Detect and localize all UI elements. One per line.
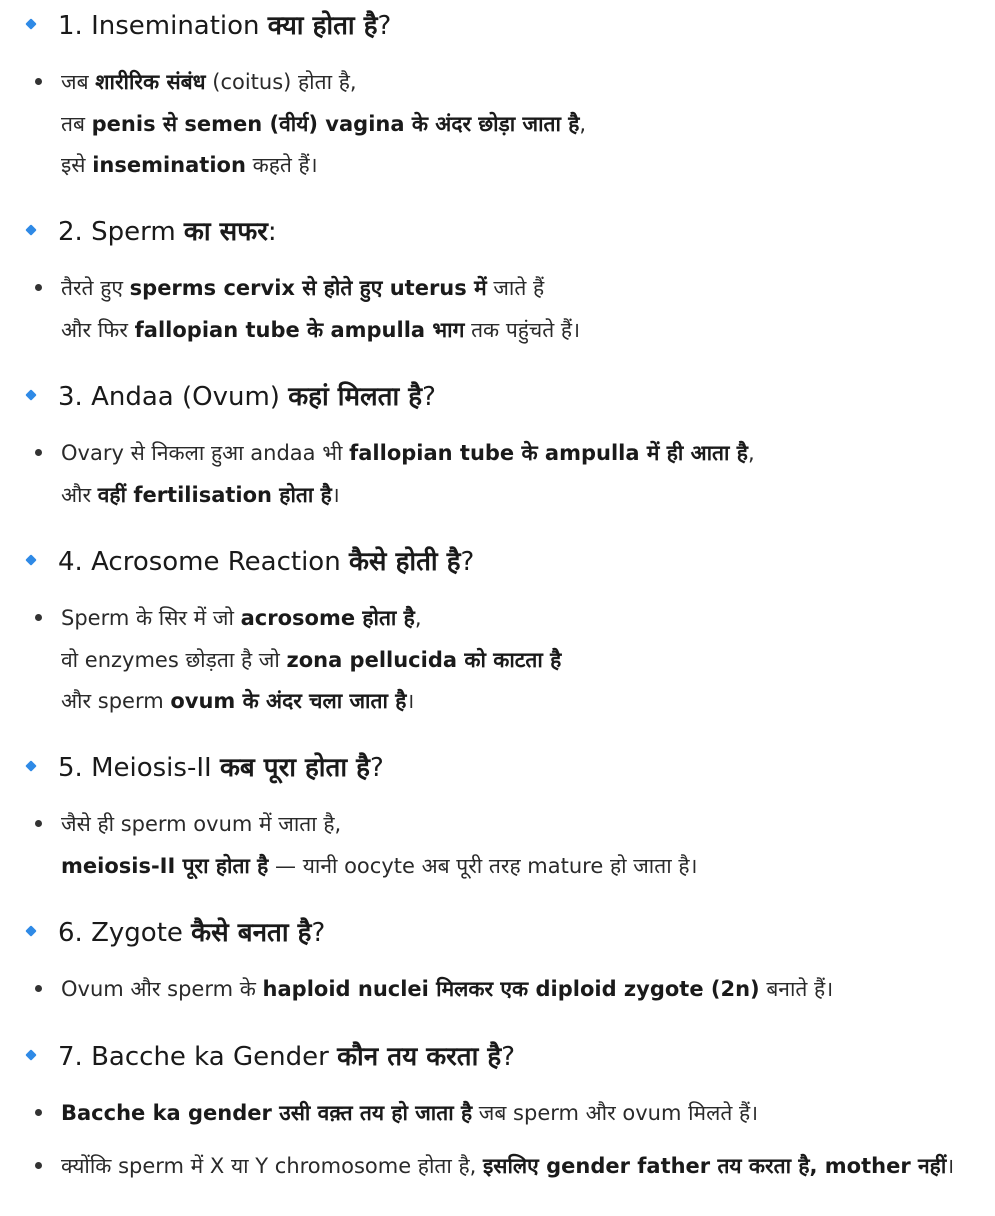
text: Sperm के सिर में जो [61,606,241,630]
section-heading [26,10,995,44]
bold-text: कहां मिलता है [288,382,423,412]
text-line [61,62,586,104]
bold-text: Bacche ka gender उसी वक़्त तय हो जाता है [61,1101,473,1125]
heading-text [58,381,436,413]
text-line [61,433,755,475]
text: Insemination [91,11,268,41]
text: (coitus) [205,70,299,94]
bullet-text [61,1093,758,1135]
text: इसे [61,153,93,177]
text-line [61,1093,758,1135]
text: ? [311,918,326,948]
bold-text: कब पूरा होता है [219,753,370,783]
text: ? [369,753,384,783]
text-line [61,640,561,682]
text: जब sperm और ovum मिलते हैं। [472,1101,759,1125]
text: और [61,482,98,507]
heading-text [58,752,384,784]
bullet-dot-icon [35,78,42,85]
text: — यानी oocyte अब पूरी तरह mature हो जाता है। [268,853,698,878]
bold-text: शारीरिक संबंध [95,70,206,94]
text: Meiosis-II [91,753,220,783]
text: Bacche ka Gender [91,1042,338,1072]
bold-text: insemination [92,153,246,177]
bullet-text [61,1146,954,1188]
bullet-dot-icon [35,449,42,456]
bullet-dot-icon [35,614,42,621]
text: और sperm [61,689,171,713]
bullet-item [34,1093,758,1135]
bold-text: इसलिए gender father तय करता है, mother नहीं [482,1154,947,1178]
heading-number: 5. [58,753,83,783]
text-line [61,1146,954,1188]
text: जब [61,70,96,94]
bold-text: zona pellucida को काटता है [286,647,562,672]
section-heading [26,381,995,415]
bold-text: का सफर [183,217,268,247]
bullet-item [34,62,586,187]
section-3 [0,381,995,507]
blue-diamond-icon [25,925,36,936]
text-line [61,104,586,146]
bold-text: haploid nuclei मिलकर एक diploid zygote (2n) [262,977,760,1001]
bold-text: fallopian tube के ampulla भाग [134,317,465,342]
text: कहते हैं। [245,153,318,177]
bullet-text [61,969,833,1011]
bullet-item [34,804,697,887]
text: : [267,217,277,247]
bullet-text [61,62,586,187]
section-7 [0,1041,995,1178]
heading-text [58,1041,515,1073]
text-line [61,846,697,888]
text: ? [377,11,392,41]
text: तैरते हुए [61,276,130,300]
heading-number: 3. [58,382,83,412]
text: Acrosome Reaction [91,547,349,577]
bullet-item [34,969,833,1011]
section-heading [26,1041,995,1075]
bullet-item [34,433,755,516]
heading-text [58,546,474,578]
text-line [61,681,561,723]
text: Andaa (Ovum) [91,382,289,412]
text: । [331,482,340,507]
bold-text: कैसे होती है [348,547,461,577]
heading-text [58,10,391,42]
blue-diamond-icon [25,554,36,565]
heading-number: 2. [58,217,83,247]
bullet-item [34,598,561,723]
text: क्योंकि sperm में X या Y chromosome होता है, [61,1154,483,1178]
bold-text: meiosis-II पूरा होता है [61,853,269,878]
bullet-dot-icon [35,820,42,827]
section-heading [26,917,995,951]
bullet-dot-icon [35,1109,42,1116]
section-heading [26,216,995,250]
section-2 [0,216,995,342]
text-line [61,804,697,846]
text-line [61,310,580,352]
blue-diamond-icon [25,1049,36,1060]
section-1 [0,10,995,177]
heading-number: 1. [58,11,83,41]
bullet-dot-icon [35,1162,42,1169]
text: तब [61,111,92,136]
text: Ovary से निकला हुआ andaa भी [61,441,350,465]
text: , [747,441,755,465]
blue-diamond-icon [25,389,36,400]
section-4 [0,546,995,713]
text-line [61,969,833,1011]
bold-text: कैसे बनता है [191,918,312,948]
text: Sperm [91,217,184,247]
bold-text: क्या होता है [267,11,378,41]
bullet-text [61,598,561,723]
bold-text: acrosome होता है [240,606,415,630]
text: Ovum और sperm के [61,977,263,1001]
text-line [61,598,561,640]
heading-text [58,216,277,248]
text: , [414,606,422,630]
heading-number: 6. [58,918,83,948]
bullet-dot-icon [35,284,42,291]
bullet-dot-icon [35,985,42,992]
bullet-item [34,268,580,351]
text: जैसे ही sperm ovum में जाता है, [61,812,342,836]
text: जाते हैं [486,276,545,300]
text: तक पहुंचते हैं। [464,317,581,342]
bold-text: fallopian tube के ampulla में ही आता है [349,441,748,465]
section-6 [0,917,995,1001]
text: वो enzymes छोड़ता है जो [61,647,287,672]
blue-diamond-icon [25,760,36,771]
bold-text: कौन तय करता है [337,1042,502,1072]
bullet-item [34,1146,954,1188]
heading-number: 7. [58,1042,83,1072]
text-line [61,145,586,187]
section-heading [26,546,995,580]
heading-text [58,917,325,949]
bullet-text [61,804,697,887]
section-heading [26,752,995,786]
text: ? [422,382,436,412]
bullet-text [61,268,580,351]
blue-diamond-icon [25,18,36,29]
text: , [579,111,587,136]
text: Zygote [91,918,192,948]
text: । [406,689,415,713]
blue-diamond-icon [25,224,36,235]
text: और फिर [61,317,135,342]
bold-text: sperms cervix से होते हुए uterus में [129,276,487,300]
text: बनाते हैं। [759,977,834,1001]
text: ? [501,1042,516,1072]
bullet-text [61,433,755,516]
heading-number: 4. [58,547,83,577]
text: ? [460,547,475,577]
bold-text: वहीं fertilisation होता है [97,482,332,507]
text: होता है, [298,70,357,94]
text: । [946,1154,955,1178]
bold-text: penis से semen (वीर्य) vagina के अंदर छोड़ा जाता है [91,111,580,136]
bold-text: ovum के अंदर चला जाता है [170,689,407,713]
section-5 [0,752,995,878]
text-line [61,475,755,517]
text-line [61,268,580,310]
